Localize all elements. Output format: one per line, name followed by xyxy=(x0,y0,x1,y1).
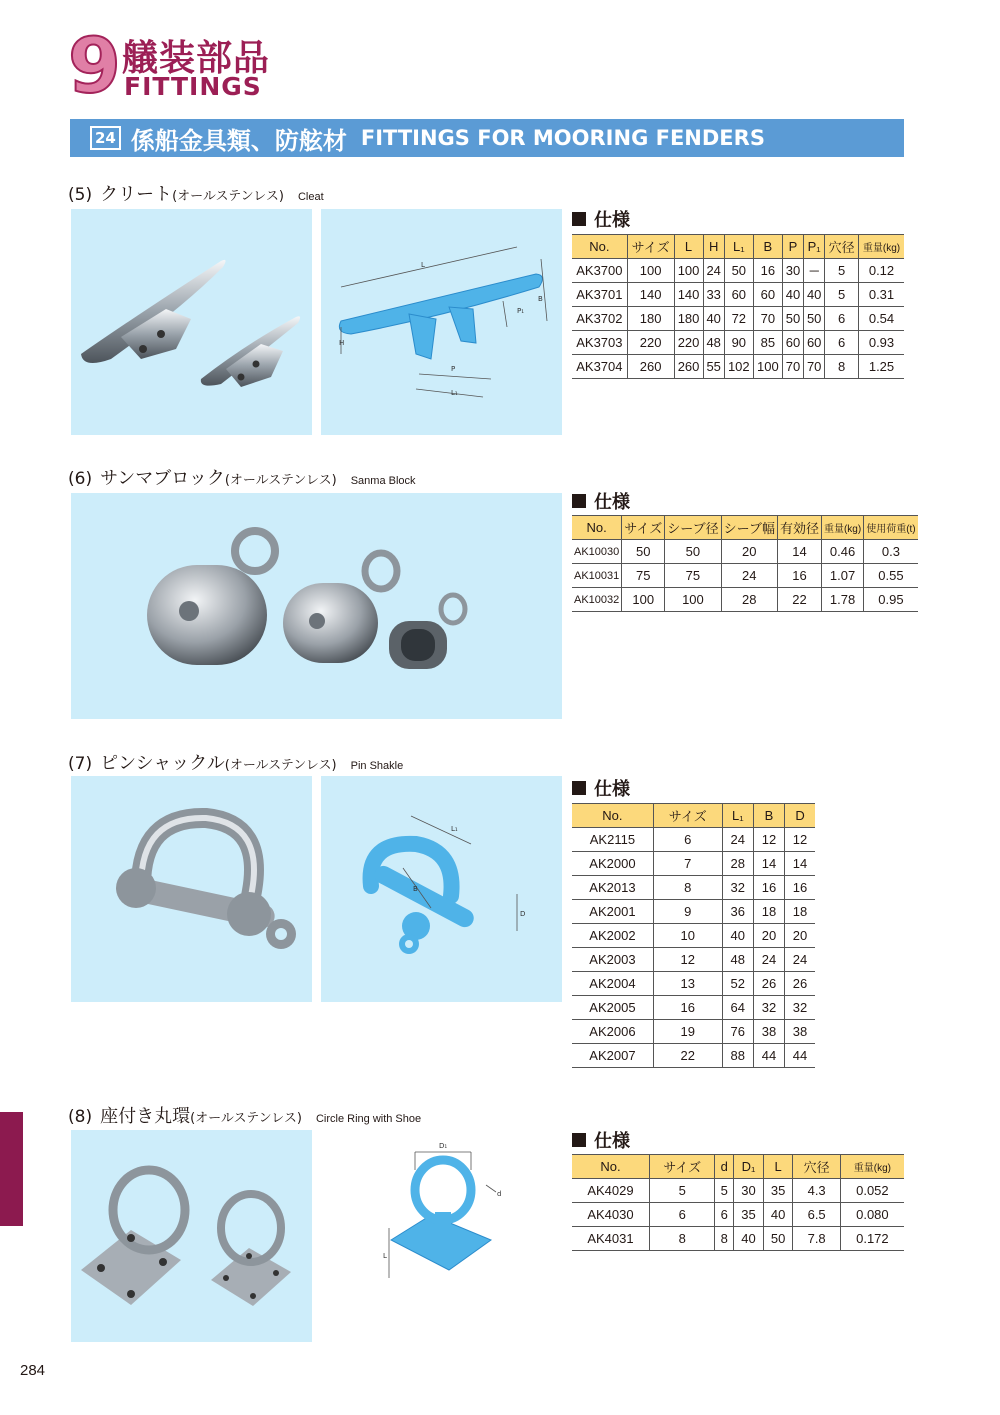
dim-label-b: B xyxy=(538,295,543,303)
table-cell: 70 xyxy=(804,355,825,379)
table-cell: 26 xyxy=(785,972,815,996)
table-cell: 44 xyxy=(753,1044,784,1068)
table-cell: 60 xyxy=(753,283,782,307)
table-cell: 60 xyxy=(724,283,753,307)
table-row xyxy=(572,1179,904,1203)
table-cell: 48 xyxy=(722,948,753,972)
table-cell: 0.93 xyxy=(859,331,904,355)
table-row xyxy=(572,355,904,379)
table-row xyxy=(572,540,918,564)
table-cell: 140 xyxy=(674,283,703,307)
table-cell: 6 xyxy=(825,307,859,331)
table-cell: 18 xyxy=(753,900,784,924)
dim-label-h: H xyxy=(339,339,345,347)
spec-square-icon xyxy=(572,212,586,226)
table-cell: 100 xyxy=(622,588,665,612)
circle-ring-dimension-drawing xyxy=(321,1130,562,1342)
table-cell: AK3704 xyxy=(572,355,627,379)
table-cell: 40 xyxy=(703,307,724,331)
table-header-cell: L₁ xyxy=(724,235,753,259)
table-cell: 76 xyxy=(722,1020,753,1044)
table-header-cell: P xyxy=(782,235,803,259)
table-header-cell: シーブ径 xyxy=(665,516,721,540)
table-cell: 0.12 xyxy=(859,259,904,283)
table-cell: 60 xyxy=(804,331,825,355)
spec-square-icon xyxy=(572,494,586,508)
item-name-en: Sanma Block xyxy=(350,475,416,487)
table-cell: 100 xyxy=(665,588,721,612)
table-cell: 0.31 xyxy=(859,283,904,307)
table-cell: 0.46 xyxy=(821,540,863,564)
table-cell: 22 xyxy=(777,588,821,612)
table-cell: 4.3 xyxy=(793,1179,840,1203)
table-header-row xyxy=(572,235,904,259)
circle-ring-photo xyxy=(71,1130,312,1342)
table-row xyxy=(572,564,918,588)
table-cell: 32 xyxy=(785,996,815,1020)
item-index: (7) xyxy=(68,754,93,774)
table-cell: 26 xyxy=(753,972,784,996)
table-cell: 5 xyxy=(825,283,859,307)
table-header-cell: 重量(kg) xyxy=(840,1155,904,1179)
table-cell: 180 xyxy=(674,307,703,331)
table-header-cell: d xyxy=(715,1155,734,1179)
table-cell: 33 xyxy=(703,283,724,307)
table-cell: AK4029 xyxy=(572,1179,649,1203)
table-header-cell: No. xyxy=(572,804,653,828)
table-cell: 6 xyxy=(715,1203,734,1227)
table-cell: 13 xyxy=(653,972,722,996)
table-cell: 0.95 xyxy=(864,588,918,612)
circle-ring-image xyxy=(71,1130,312,1342)
table-cell: 100 xyxy=(627,259,674,283)
table-cell: 14 xyxy=(785,852,815,876)
spec-table-pin-shackle xyxy=(572,803,815,1068)
dim-label-l1: L₁ xyxy=(451,389,458,397)
table-header-cell: No. xyxy=(572,516,622,540)
dim-label-b: B xyxy=(413,885,418,893)
table-cell: 8 xyxy=(825,355,859,379)
table-cell: 220 xyxy=(627,331,674,355)
table-cell: 16 xyxy=(653,996,722,1020)
table-cell: 20 xyxy=(753,924,784,948)
table-cell: 24 xyxy=(785,948,815,972)
item-index: (8) xyxy=(68,1107,93,1127)
item-title-circle-ring xyxy=(68,1102,421,1128)
table-cell: AK2013 xyxy=(572,876,653,900)
table-cell: 5 xyxy=(649,1179,715,1203)
table-header-cell: 穴径 xyxy=(825,235,859,259)
table-cell: 12 xyxy=(753,828,784,852)
table-cell: AK3700 xyxy=(572,259,627,283)
table-header-cell: サイズ xyxy=(653,804,722,828)
table-cell: AK2002 xyxy=(572,924,653,948)
table-header-cell: 有効径 xyxy=(777,516,821,540)
table-cell: 88 xyxy=(722,1044,753,1068)
pin-shackle-diagram xyxy=(321,776,562,1002)
table-cell: AK2006 xyxy=(572,1020,653,1044)
table-cell: 14 xyxy=(777,540,821,564)
item-name-en: Pin Shakle xyxy=(350,760,404,772)
cleat-image xyxy=(71,209,312,435)
table-cell: 44 xyxy=(785,1044,815,1068)
table-cell: 9 xyxy=(653,900,722,924)
table-row xyxy=(572,948,815,972)
table-cell: AK4031 xyxy=(572,1227,649,1251)
item-name-en: Cleat xyxy=(297,191,324,203)
table-cell: 16 xyxy=(753,876,784,900)
table-header-cell: L xyxy=(763,1155,793,1179)
spec-label: 仕様 xyxy=(594,1131,630,1152)
table-cell: 0.080 xyxy=(840,1203,904,1227)
pin-shackle-dimension-drawing xyxy=(321,776,562,1002)
table-cell: 260 xyxy=(674,355,703,379)
table-header-cell: 重量(kg) xyxy=(821,516,863,540)
table-cell: 16 xyxy=(785,876,815,900)
chapter-side-tab xyxy=(0,1112,23,1226)
table-cell: 180 xyxy=(627,307,674,331)
table-row xyxy=(572,876,815,900)
table-row xyxy=(572,852,815,876)
table-row xyxy=(572,1020,815,1044)
sanma-block-photo xyxy=(71,493,562,719)
table-row xyxy=(572,1044,815,1068)
table-cell: 40 xyxy=(722,924,753,948)
table-cell: 12 xyxy=(653,948,722,972)
table-header-row xyxy=(572,1155,904,1179)
page-number: 284 xyxy=(20,1362,46,1379)
item-material: (オールステンレス) xyxy=(224,758,337,773)
section-title-jp: 係船金具類、防舷材 xyxy=(130,126,347,155)
table-cell: 50 xyxy=(804,307,825,331)
dim-label-l1: L₁ xyxy=(451,825,458,833)
table-cell: AK10032 xyxy=(572,588,622,612)
table-cell: 6 xyxy=(825,331,859,355)
table-header-cell: P₁ xyxy=(804,235,825,259)
table-cell: 75 xyxy=(622,564,665,588)
table-header-cell: No. xyxy=(572,1155,649,1179)
table-header-cell: No. xyxy=(572,235,627,259)
dim-label-p1: P₁ xyxy=(517,307,525,315)
table-cell: 0.3 xyxy=(864,540,918,564)
dim-label-l: L xyxy=(421,261,425,269)
item-title-pin-shackle xyxy=(68,749,403,775)
table-header-cell: サイズ xyxy=(622,516,665,540)
table-header-cell: D xyxy=(785,804,815,828)
table-header-cell: H xyxy=(703,235,724,259)
item-title-cleat xyxy=(68,180,324,206)
table-cell: AK2005 xyxy=(572,996,653,1020)
table-cell: 40 xyxy=(734,1227,764,1251)
table-cell: 75 xyxy=(665,564,721,588)
spec-square-icon xyxy=(572,1133,586,1147)
table-cell: AK3703 xyxy=(572,331,627,355)
spec-heading xyxy=(572,206,630,232)
table-header-cell: L₁ xyxy=(722,804,753,828)
table-header-row xyxy=(572,516,918,540)
spec-heading xyxy=(572,775,630,801)
spec-square-icon xyxy=(572,781,586,795)
table-cell: 40 xyxy=(763,1203,793,1227)
table-cell: 48 xyxy=(703,331,724,355)
dim-label-d1: D₁ xyxy=(439,1142,448,1150)
item-title-sanma-block xyxy=(68,464,416,490)
spec-label: 仕様 xyxy=(594,779,630,800)
table-cell: 30 xyxy=(782,259,803,283)
table-row xyxy=(572,588,918,612)
table-cell: 30 xyxy=(734,1179,764,1203)
table-row xyxy=(572,900,815,924)
table-cell: 18 xyxy=(785,900,815,924)
table-cell: 32 xyxy=(753,996,784,1020)
table-cell: 36 xyxy=(722,900,753,924)
table-cell: 6.5 xyxy=(793,1203,840,1227)
pin-shackle-image xyxy=(71,776,312,1002)
table-cell: 55 xyxy=(703,355,724,379)
table-header-cell: 穴径 xyxy=(793,1155,840,1179)
table-cell: 38 xyxy=(753,1020,784,1044)
table-row xyxy=(572,259,904,283)
cleat-diagram xyxy=(321,209,562,435)
table-cell: 7 xyxy=(653,852,722,876)
section-bar xyxy=(70,119,904,157)
section-title-en: FITTINGS FOR MOORING FENDERS xyxy=(360,126,765,150)
table-row xyxy=(572,331,904,355)
table-cell: 50 xyxy=(622,540,665,564)
table-header-cell: B xyxy=(753,235,782,259)
table-cell: 14 xyxy=(753,852,784,876)
pin-shackle-photo xyxy=(71,776,312,1002)
table-cell: 0.052 xyxy=(840,1179,904,1203)
table-header-row xyxy=(572,804,815,828)
circle-ring-diagram xyxy=(321,1130,562,1342)
table-header-cell: B xyxy=(753,804,784,828)
item-name: 座付き丸環 xyxy=(100,1106,191,1127)
chapter-title-jp: 艤装部品 xyxy=(122,38,271,79)
table-cell: 50 xyxy=(782,307,803,331)
table-cell: AK2004 xyxy=(572,972,653,996)
table-row xyxy=(572,996,815,1020)
item-name: クリート xyxy=(100,184,173,205)
table-cell: 1.78 xyxy=(821,588,863,612)
table-header-cell: 使用荷重(t) xyxy=(864,516,918,540)
table-cell: 35 xyxy=(763,1179,793,1203)
table-cell: AK3701 xyxy=(572,283,627,307)
table-cell: 35 xyxy=(734,1203,764,1227)
spec-heading xyxy=(572,1127,630,1153)
table-cell: 7.8 xyxy=(793,1227,840,1251)
table-cell: AK2000 xyxy=(572,852,653,876)
item-name: サンマブロック xyxy=(100,468,225,489)
chapter-title-en: FITTINGS xyxy=(124,72,262,101)
table-header-cell: サイズ xyxy=(627,235,674,259)
item-material: (オールステンレス) xyxy=(172,189,284,204)
sanma-block-image xyxy=(71,493,562,719)
table-cell: 90 xyxy=(724,331,753,355)
table-cell: 24 xyxy=(721,564,777,588)
table-cell: 28 xyxy=(722,852,753,876)
table-row xyxy=(572,828,815,852)
dim-label-p: P xyxy=(451,365,456,373)
table-cell: AK10030 xyxy=(572,540,622,564)
table-cell: 20 xyxy=(721,540,777,564)
table-cell: 8 xyxy=(715,1227,734,1251)
table-cell: 50 xyxy=(763,1227,793,1251)
table-cell: AK3702 xyxy=(572,307,627,331)
table-header-cell: シーブ幅 xyxy=(721,516,777,540)
section-number: 24 xyxy=(90,126,121,150)
table-cell: 22 xyxy=(653,1044,722,1068)
table-cell: 38 xyxy=(785,1020,815,1044)
item-material: (オールステンレス) xyxy=(224,473,337,488)
table-cell: 24 xyxy=(722,828,753,852)
table-cell: 8 xyxy=(653,876,722,900)
cleat-photo xyxy=(71,209,312,435)
table-row xyxy=(572,283,904,307)
spec-table-sanma-block xyxy=(572,515,918,612)
table-cell: 64 xyxy=(722,996,753,1020)
table-cell: 24 xyxy=(703,259,724,283)
table-header-cell: L xyxy=(674,235,703,259)
table-cell: 20 xyxy=(785,924,815,948)
spec-heading xyxy=(572,488,630,514)
item-index: (6) xyxy=(68,469,93,489)
table-header-cell: D₁ xyxy=(734,1155,764,1179)
item-material: (オールステンレス) xyxy=(190,1111,302,1126)
table-cell: 40 xyxy=(782,283,803,307)
table-cell: 6 xyxy=(649,1203,715,1227)
table-cell: 6 xyxy=(653,828,722,852)
table-cell: 0.54 xyxy=(859,307,904,331)
table-row xyxy=(572,1203,904,1227)
table-cell: ─ xyxy=(804,259,825,283)
spec-label: 仕様 xyxy=(594,492,630,513)
table-cell: 260 xyxy=(627,355,674,379)
table-cell: 52 xyxy=(722,972,753,996)
table-cell: 19 xyxy=(653,1020,722,1044)
table-cell: 16 xyxy=(753,259,782,283)
table-cell: 50 xyxy=(665,540,721,564)
table-cell: 140 xyxy=(627,283,674,307)
table-row xyxy=(572,972,815,996)
table-cell: 60 xyxy=(782,331,803,355)
dim-label-d: D xyxy=(520,910,526,918)
table-cell: 220 xyxy=(674,331,703,355)
table-cell: AK2003 xyxy=(572,948,653,972)
dim-label-d: d xyxy=(497,1190,502,1198)
table-cell: 50 xyxy=(724,259,753,283)
spec-label: 仕様 xyxy=(594,210,630,231)
table-cell: 1.07 xyxy=(821,564,863,588)
spec-table-cleat xyxy=(572,234,904,379)
table-cell: 5 xyxy=(715,1179,734,1203)
table-cell: 72 xyxy=(724,307,753,331)
item-name: ピンシャックル xyxy=(100,753,225,774)
table-cell: 10 xyxy=(653,924,722,948)
dim-label-l: L xyxy=(383,1252,387,1260)
table-cell: 0.172 xyxy=(840,1227,904,1251)
table-row xyxy=(572,924,815,948)
table-row xyxy=(572,307,904,331)
table-header-cell: サイズ xyxy=(649,1155,715,1179)
table-row xyxy=(572,1227,904,1251)
table-header-cell: 重量(kg) xyxy=(859,235,904,259)
table-cell: AK2001 xyxy=(572,900,653,924)
table-cell: 70 xyxy=(753,307,782,331)
table-cell: 40 xyxy=(804,283,825,307)
table-cell: AK4030 xyxy=(572,1203,649,1227)
cleat-dimension-drawing xyxy=(321,209,562,435)
item-index: (5) xyxy=(68,185,93,205)
table-cell: 70 xyxy=(782,355,803,379)
table-cell: 28 xyxy=(721,588,777,612)
table-cell: 24 xyxy=(753,948,784,972)
table-cell: 1.25 xyxy=(859,355,904,379)
table-cell: 12 xyxy=(785,828,815,852)
spec-table-circle-ring xyxy=(572,1154,904,1251)
table-cell: AK2007 xyxy=(572,1044,653,1068)
table-cell: 102 xyxy=(724,355,753,379)
table-cell: AK2115 xyxy=(572,828,653,852)
table-cell: AK10031 xyxy=(572,564,622,588)
chapter-number: 9 xyxy=(68,21,119,110)
table-cell: 8 xyxy=(649,1227,715,1251)
table-cell: 100 xyxy=(674,259,703,283)
table-cell: 100 xyxy=(753,355,782,379)
table-cell: 16 xyxy=(777,564,821,588)
table-cell: 32 xyxy=(722,876,753,900)
item-name-en: Circle Ring with Shoe xyxy=(315,1113,422,1125)
table-cell: 85 xyxy=(753,331,782,355)
table-cell: 0.55 xyxy=(864,564,918,588)
table-cell: 5 xyxy=(825,259,859,283)
